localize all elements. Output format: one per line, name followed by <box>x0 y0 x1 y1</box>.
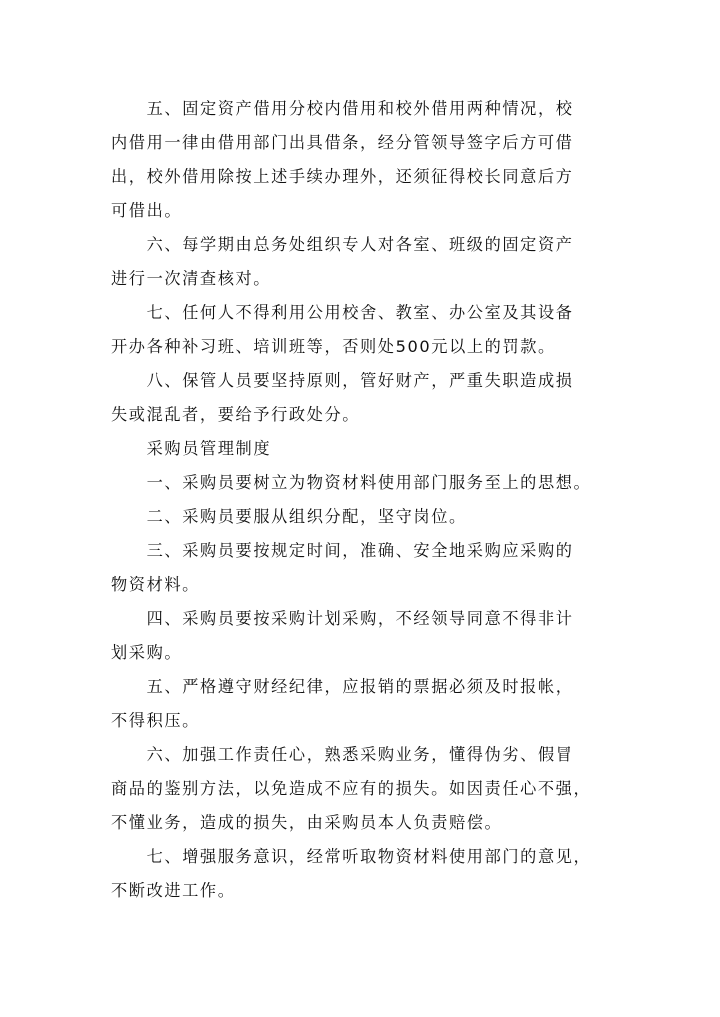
text-line: 开办各种补习班、培训班等，否则处500元以上的罚款。 <box>111 337 556 356</box>
text-line: 五、严格遵守财经纪律，应报销的票据必须及时报帐， <box>146 677 574 696</box>
section-heading: 采购员管理制度 <box>146 439 272 458</box>
text-line: 进行一次清查核对。 <box>111 269 272 288</box>
text-line: 四、采购员要按采购计划采购，不经领导同意不得非计 <box>146 609 574 628</box>
text-line: 物资材料。 <box>111 575 200 594</box>
text-line: 三、采购员要按规定时间，准确、安全地采购应采购的 <box>146 541 574 560</box>
text-line: 五、固定资产借用分校内借用和校外借用两种情况，校 <box>146 99 574 118</box>
paragraph-custodian-duty <box>111 364 611 432</box>
text-line: 一、采购员要树立为物资材料使用部门服务至上的思想。 <box>146 473 592 492</box>
paragraph-purchaser-rule-5 <box>111 670 611 738</box>
paragraph-purchaser-rule-7 <box>111 840 611 908</box>
paragraph-purchaser-rule-6 <box>111 738 611 840</box>
paragraph-purchaser-rule-4 <box>111 602 611 670</box>
text-line: 六、加强工作责任心，熟悉采购业务，懂得伪劣、假冒 <box>146 745 574 764</box>
text-line: 不懂业务，造成的损失，由采购员本人负责赔偿。 <box>111 813 503 832</box>
paragraph-fixed-asset-borrowing <box>111 92 611 228</box>
document-body <box>111 92 611 908</box>
paragraph-purchaser-rule-2 <box>111 500 611 534</box>
text-line: 八、保管人员要坚持原则，管好财产，严重失职造成损 <box>146 371 574 390</box>
text-line: 不得积压。 <box>111 711 200 730</box>
paragraph-purchaser-rule-3 <box>111 534 611 602</box>
text-line: 出，校外借用除按上述手续办理外，还须征得校长同意后方 <box>111 167 574 186</box>
text-line: 七、任何人不得利用公用校舍、教室、办公室及其设备 <box>146 303 574 322</box>
paragraph-no-tutoring-classes <box>111 296 611 364</box>
text-line: 二、采购员要服从组织分配，坚守岗位。 <box>146 507 467 526</box>
text-line: 商品的鉴别方法，以免造成不应有的损失。如因责任心不强， <box>111 779 592 798</box>
paragraph-purchaser-rule-1 <box>111 466 611 500</box>
text-line: 七、增强服务意识，经常听取物资材料使用部门的意见， <box>146 847 592 866</box>
text-line: 划采购。 <box>111 643 183 662</box>
text-line: 内借用一律由借用部门出具借条，经分管领导签字后方可借 <box>111 133 574 152</box>
text-line: 六、每学期由总务处组织专人对各室、班级的固定资产 <box>146 235 574 254</box>
text-line: 失或混乱者，要给予行政处分。 <box>111 405 361 424</box>
paragraph-semester-audit <box>111 228 611 296</box>
text-line: 可借出。 <box>111 201 183 220</box>
section-heading-purchaser-rules <box>111 432 611 466</box>
text-line: 不断改进工作。 <box>111 881 236 900</box>
